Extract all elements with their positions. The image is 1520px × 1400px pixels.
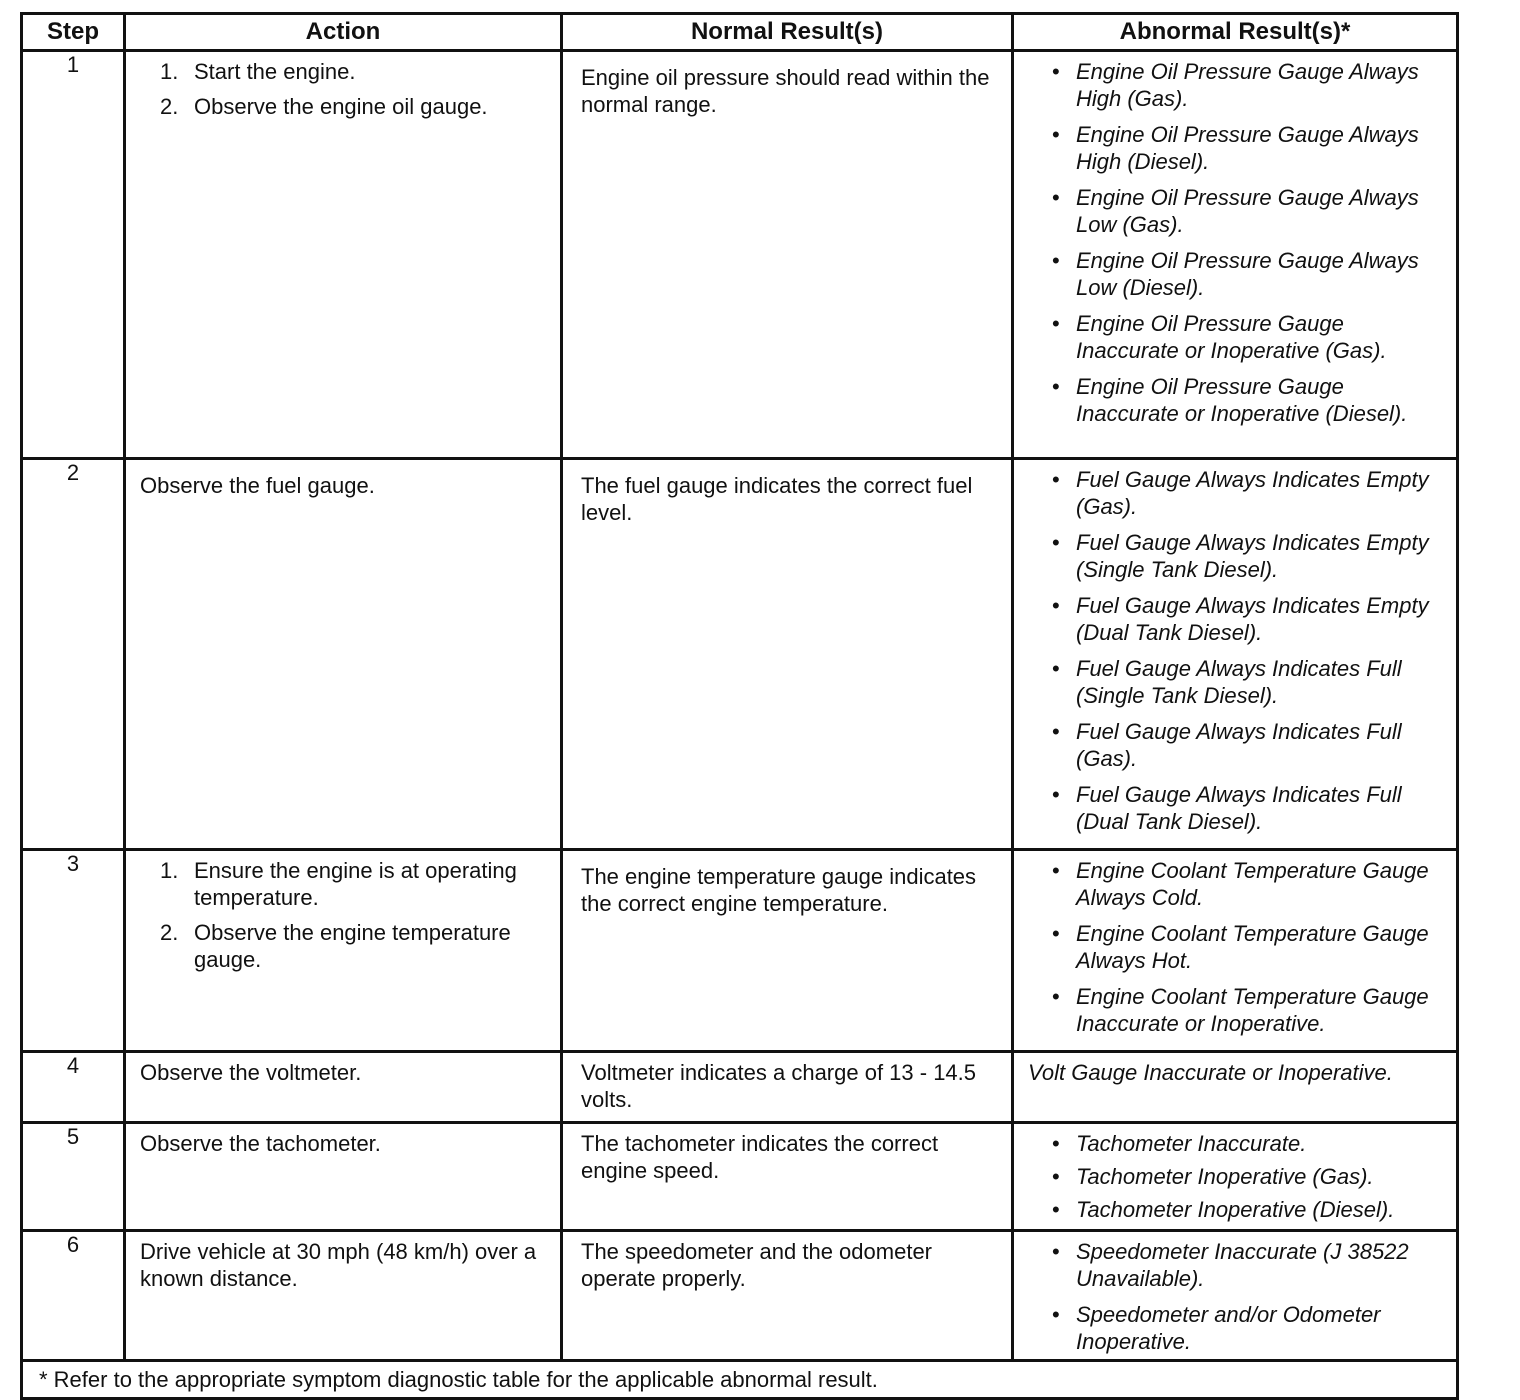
- bullet-icon: •: [1052, 530, 1060, 555]
- action-cell: [125, 1052, 562, 1123]
- header-action: Action: [125, 14, 562, 51]
- bullet-icon: •: [1052, 311, 1060, 336]
- bullet-icon: •: [1052, 122, 1060, 147]
- normal-result-text: Engine oil pressure should read within the normal range.: [581, 65, 990, 117]
- normal-result-text: The speedometer and the odometer operate properly.: [581, 1239, 933, 1291]
- abnormal-result-item: • Tachometer Inoperative (Diesel).: [1052, 1197, 1395, 1222]
- abnormal-result-item: • Engine Oil Pressure Gauge Always Low (Gas).: [1052, 185, 1419, 237]
- table-header-row: [22, 14, 1458, 51]
- abnormal-result-cell: [1013, 51, 1458, 459]
- abnormal-result-item: • Fuel Gauge Always Indicates Empty (Single Tank Diesel).: [1052, 530, 1429, 582]
- step-number: 5: [22, 1123, 125, 1231]
- table-row: [22, 1231, 1458, 1361]
- abnormal-result-text: Volt Gauge Inaccurate or Inoperative.: [1028, 1060, 1393, 1085]
- abnormal-result-cell: [1013, 850, 1458, 1052]
- bullet-icon: •: [1052, 593, 1060, 618]
- bullet-icon: •: [1052, 59, 1060, 84]
- abnormal-result-item: • Fuel Gauge Always Indicates Empty (Gas).: [1052, 467, 1429, 519]
- step-number: 3: [22, 850, 125, 1052]
- abnormal-result-item: • Engine Oil Pressure Gauge Always High (Diesel).: [1052, 122, 1419, 174]
- abnormal-result-item: • Engine Coolant Temperature Gauge Inaccurate or Inoperative.: [1052, 984, 1429, 1036]
- normal-result-cell: [562, 459, 1013, 850]
- abnormal-result-item: • Fuel Gauge Always Indicates Full (Single Tank Diesel).: [1052, 656, 1402, 708]
- list-number: 1.: [160, 858, 179, 883]
- bullet-icon: •: [1052, 1239, 1060, 1264]
- abnormal-result-item: • Tachometer Inaccurate.: [1052, 1131, 1307, 1156]
- action-text: Drive vehicle at 30 mph (48 km/h) over a known distance.: [140, 1239, 537, 1291]
- step-number: 1: [22, 51, 125, 459]
- abnormal-result-item: • Engine Oil Pressure Gauge Always Low (Diesel).: [1052, 248, 1419, 300]
- abnormal-result-list: [1014, 52, 1456, 440]
- bullet-icon: •: [1052, 467, 1060, 492]
- bullet-icon: •: [1052, 921, 1060, 946]
- abnormal-result-cell: [1013, 1123, 1458, 1231]
- normal-result-cell: [562, 1123, 1013, 1231]
- table-row: [22, 51, 1458, 459]
- action-text: Observe the tachometer.: [140, 1131, 381, 1156]
- action-text: Observe the voltmeter.: [140, 1060, 362, 1085]
- abnormal-result-list: [1014, 1232, 1456, 1359]
- abnormal-result-item: • Engine Coolant Temperature Gauge Always Hot.: [1052, 921, 1429, 973]
- bullet-icon: •: [1052, 782, 1060, 807]
- list-number: 1.: [160, 59, 179, 84]
- abnormal-result-cell: [1013, 459, 1458, 850]
- step-number: 6: [22, 1231, 125, 1361]
- action-cell: [125, 459, 562, 850]
- abnormal-result-item: • Engine Oil Pressure Gauge Inaccurate or Inoperative (Gas).: [1052, 311, 1387, 363]
- header-abnormal-results: Abnormal Result(s)*: [1013, 14, 1458, 51]
- normal-result-cell: [562, 850, 1013, 1052]
- normal-result-text: The tachometer indicates the correct engine speed.: [581, 1131, 939, 1183]
- table-row: [22, 459, 1458, 850]
- table-row: [22, 1052, 1458, 1123]
- bullet-icon: •: [1052, 1302, 1060, 1327]
- action-cell: [125, 850, 562, 1052]
- table-row: [22, 1123, 1458, 1231]
- action-text: Observe the fuel gauge.: [140, 473, 375, 498]
- action-item: 2. Observe the engine temperature gauge.: [160, 920, 511, 972]
- table-row: [22, 850, 1458, 1052]
- abnormal-result-item: • Tachometer Inoperative (Gas).: [1052, 1164, 1374, 1189]
- diagnostic-table-container: [20, 12, 1456, 1400]
- diagnostic-table: [20, 12, 1459, 1400]
- abnormal-result-item: • Engine Coolant Temperature Gauge Always Cold.: [1052, 858, 1429, 910]
- action-item: 1. Ensure the engine is at operating temperature.: [160, 858, 517, 910]
- bullet-icon: •: [1052, 1131, 1060, 1156]
- bullet-icon: •: [1052, 719, 1060, 744]
- abnormal-result-item: • Engine Oil Pressure Gauge Always High (Gas).: [1052, 59, 1419, 111]
- header-step: Step: [22, 14, 125, 51]
- header-normal-results: Normal Result(s): [562, 14, 1013, 51]
- abnormal-result-cell: [1013, 1231, 1458, 1361]
- bullet-icon: •: [1052, 248, 1060, 273]
- bullet-icon: •: [1052, 185, 1060, 210]
- bullet-icon: •: [1052, 984, 1060, 1009]
- normal-result-cell: [562, 51, 1013, 459]
- action-cell: [125, 1231, 562, 1361]
- normal-result-cell: [562, 1231, 1013, 1361]
- abnormal-result-item: • Fuel Gauge Always Indicates Empty (Dual Tank Diesel).: [1052, 593, 1429, 645]
- normal-result-cell: [562, 1052, 1013, 1123]
- step-number: 4: [22, 1052, 125, 1123]
- bullet-icon: •: [1052, 858, 1060, 883]
- action-item: 1. Start the engine.: [160, 59, 356, 84]
- list-number: 2.: [160, 94, 179, 119]
- footnote-row: [22, 1361, 1458, 1399]
- action-item: 2. Observe the engine oil gauge.: [160, 94, 488, 119]
- bullet-icon: •: [1052, 1164, 1060, 1189]
- abnormal-result-item: • Fuel Gauge Always Indicates Full (Gas).: [1052, 719, 1402, 771]
- normal-result-text: The engine temperature gauge indicates the correct engine temperature.: [581, 864, 977, 916]
- step-number: 2: [22, 459, 125, 850]
- normal-result-text: Voltmeter indicates a charge of 13 - 14.5 volts.: [581, 1060, 977, 1112]
- abnormal-result-list: [1014, 851, 1456, 1050]
- action-list: [126, 851, 560, 987]
- action-list: [126, 52, 560, 134]
- bullet-icon: •: [1052, 374, 1060, 399]
- abnormal-result-item: • Speedometer Inaccurate (J 38522 Unavailable).: [1052, 1239, 1409, 1291]
- action-cell: [125, 51, 562, 459]
- abnormal-result-list: [1014, 460, 1456, 848]
- abnormal-result-item: • Engine Oil Pressure Gauge Inaccurate or Inoperative (Diesel).: [1052, 374, 1408, 426]
- normal-result-text: The fuel gauge indicates the correct fuel level.: [581, 473, 973, 525]
- abnormal-result-cell: [1013, 1052, 1458, 1123]
- bullet-icon: •: [1052, 1197, 1060, 1222]
- abnormal-result-item: • Speedometer and/or Odometer Inoperative.: [1052, 1302, 1381, 1354]
- bullet-icon: •: [1052, 656, 1060, 681]
- abnormal-result-list: [1014, 1124, 1456, 1227]
- footnote: * Refer to the appropriate symptom diagnostic table for the applicable abnormal result.: [22, 1361, 1458, 1399]
- list-number: 2.: [160, 920, 179, 945]
- abnormal-result-item: • Fuel Gauge Always Indicates Full (Dual Tank Diesel).: [1052, 782, 1402, 834]
- action-cell: [125, 1123, 562, 1231]
